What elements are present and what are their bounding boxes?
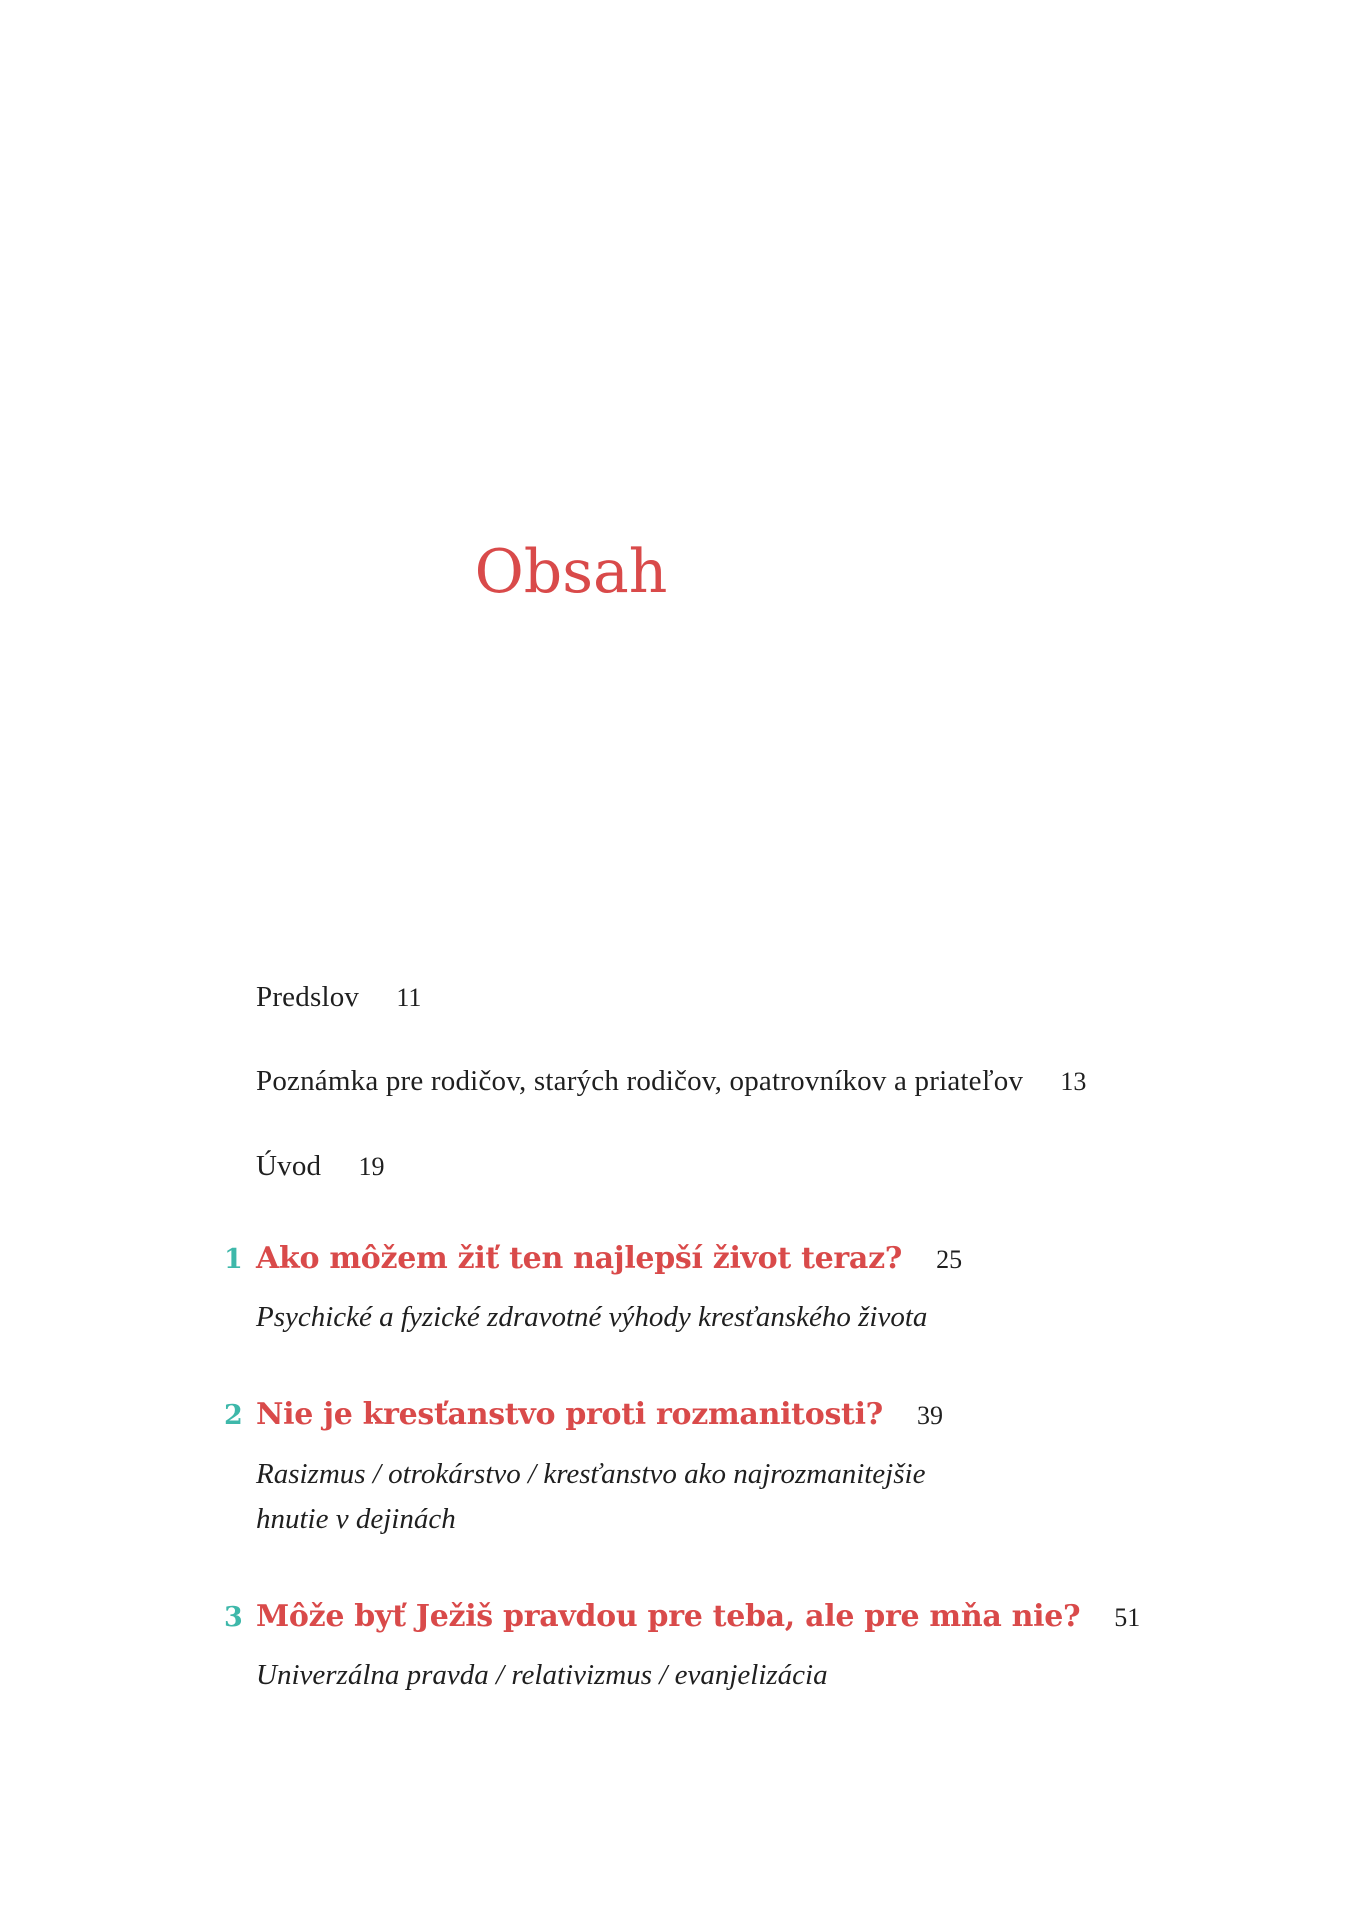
chapter-page-number: 25	[936, 1244, 963, 1274]
chapter-title-line	[224, 1240, 996, 1278]
chapter-page-number: 51	[1114, 1602, 1141, 1632]
chapter-number: 3	[224, 1601, 243, 1633]
toc-list	[224, 979, 1141, 1698]
chapter-title-line	[224, 1598, 1141, 1636]
toc-chapter-2	[224, 1396, 996, 1541]
entry-page-number: 13	[1060, 1067, 1087, 1097]
entry-page-number: 11	[396, 983, 422, 1012]
chapter-subtitle: Psychické a fyzické zdravotné výhody kresťanského života	[256, 1301, 928, 1334]
chapter-page-number: 39	[916, 1401, 943, 1431]
chapter-title: Ako môžem žiť ten najlepší život teraz?	[256, 1240, 903, 1276]
entry-label: Predslov	[256, 981, 360, 1013]
chapter-number: 1	[224, 1243, 243, 1275]
entry-label: Úvod	[256, 1149, 322, 1182]
toc-entry-predslov	[256, 979, 996, 1015]
toc-chapter-1	[224, 1240, 996, 1340]
chapter-number: 2	[224, 1400, 243, 1432]
chapter-subtitle: Univerzálna pravda / relativizmus / evanjelizácia	[256, 1659, 828, 1692]
chapter-title: Môže byť Ježiš pravdou pre teba, ale pre mňa nie?	[256, 1598, 1081, 1634]
chapter-title-line	[224, 1396, 996, 1434]
chapter-title: Nie je kresťanstvo proti rozmanitosti?	[256, 1397, 883, 1433]
page-title: Obsah	[474, 537, 668, 607]
toc-entry-uvod	[256, 1148, 996, 1184]
entry-page-number: 19	[358, 1151, 385, 1181]
entry-label: Poznámka pre rodičov, starých rodičov, opatrovníkov a priateľov	[256, 1065, 1024, 1098]
toc-chapter-3	[224, 1598, 1141, 1698]
toc-entry-poznamka	[256, 1063, 1087, 1099]
chapter-subtitle: Rasizmus / otrokárstvo / kresťanstvo ako najrozmanitejšie hnutie v dejinách	[256, 1457, 926, 1535]
